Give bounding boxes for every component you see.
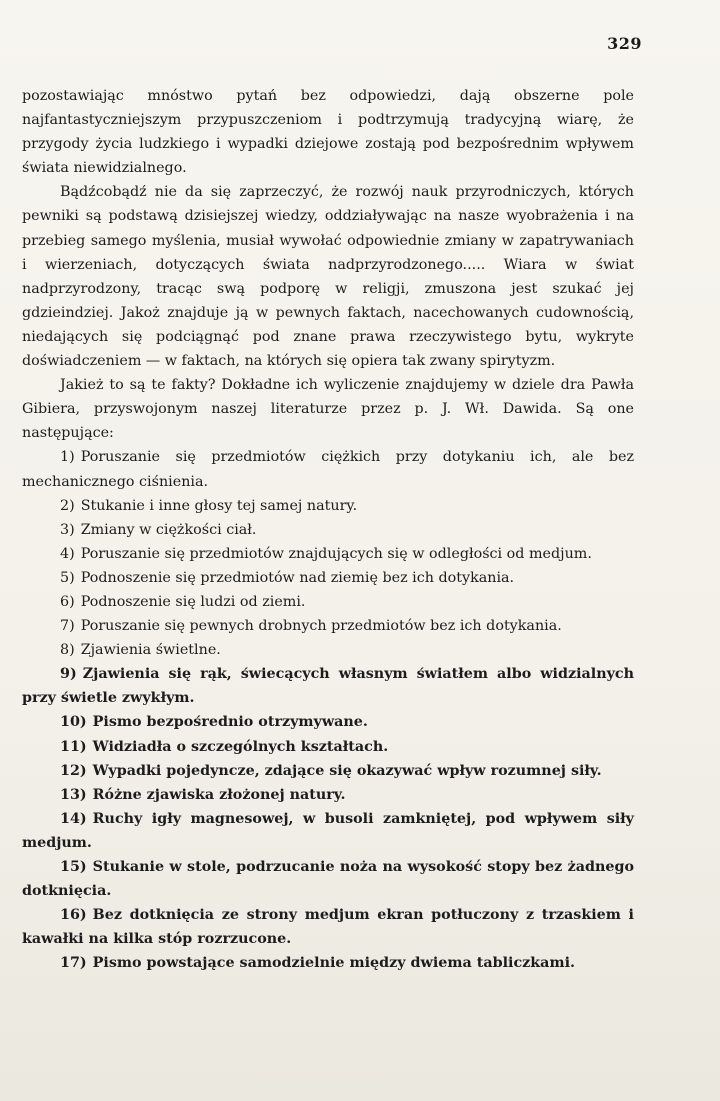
list-item [22, 542, 634, 566]
list-item [22, 759, 634, 783]
list-item-text: Wypadki pojedyncze, zdające się okazywać wpływ rozumnej siły. [92, 762, 602, 779]
list-item-text: Widziadła o szczególnych kształtach. [92, 738, 389, 755]
list-item-text: Zmiany w ciężkości ciał. [80, 521, 257, 538]
page-number: 329 [607, 34, 642, 53]
list-item [22, 783, 634, 807]
list-item [22, 710, 634, 734]
list-item-number: 5) [60, 569, 75, 586]
list-item-text: Pismo bezpośrednio otrzymywane. [92, 714, 368, 731]
list-item [22, 566, 634, 590]
list-item-text: Podnoszenie się ludzi od ziemi. [80, 593, 306, 610]
paragraph: pozostawiając mnóstwo pytań bez odpowiedzi, dają obszerne pole najfantastyczniejszym przypuszczeniom i podtrzymują tradycyjną wiarę, że przygody życia ludzkiego i wypadki dziejowe zostają pod bezpośrednim wpływem świata niewidzialnego. [22, 88, 634, 177]
facts-list [22, 445, 634, 975]
list-item [22, 638, 634, 662]
list-item-number: 1) [60, 449, 75, 466]
list-item-text: Zjawienia się rąk, świecących własnym światłem albo widzialnych przy świetle zwykłym. [22, 666, 634, 707]
list-item-text: Ruchy igły magnesowej, w busoli zamkniętej, pod wpływem siły medjum. [22, 810, 634, 851]
list-item-text: Pismo powstające samodzielnie między dwiema tabliczkami. [92, 955, 575, 972]
paragraph: Jakież to są te fakty? Dokładne ich wyliczenie znajdujemy w dziele dra Pawła Gibiera, przyswojonym naszej literaturze przez p. J. Wł. Dawida. Są one następujące: [22, 377, 634, 442]
list-item-number: 10) [60, 714, 87, 731]
list-item-number: 17) [60, 955, 87, 972]
list-item-text: Stukanie w stole, podrzucanie noża na wysokość stopy bez żadnego dotknięcia. [22, 859, 634, 900]
list-item [22, 855, 634, 903]
list-item [22, 445, 634, 493]
list-item [22, 518, 634, 542]
list-item-number: 12) [60, 762, 87, 779]
list-item-text: Poruszanie się przedmiotów ciężkich przy dotykaniu ich, ale bez mechanicznego ciśnienia. [22, 449, 634, 490]
list-item [22, 614, 634, 638]
list-item-text: Podnoszenie się przedmiotów nad ziemię bez ich dotykania. [80, 569, 515, 586]
list-item [22, 494, 634, 518]
list-item-number: 7) [60, 618, 75, 635]
list-item [22, 735, 634, 759]
list-item-number: 6) [60, 593, 75, 610]
list-item-number: 2) [60, 497, 75, 514]
list-item-number: 16) [60, 907, 87, 924]
list-item [22, 662, 634, 710]
list-item [22, 903, 634, 951]
list-item [22, 590, 634, 614]
list-item-number: 9) [60, 666, 77, 683]
list-item-number: 11) [60, 738, 87, 755]
paragraph: Bądźcobądź nie da się zaprzeczyć, że rozwój nauk przyrodniczych, których pewniki są podstawą dzisiejszej wiedzy, oddziaływając na nasze wyobrażenia i na przebieg samego myślenia, musiał wywołać odpowiednie zmiany w zapatrywaniach i wierzeniach, dotyczących świata nadprzyrodzonego..... Wiara w świat nadprzyrodzony, tracąc swą podporę w religji, zmuszona jest szukać jej gdzieindziej. Jakoż znajduje ją w pewnych faktach, nacechowanych cudownością, niedających się podciągnąć pod znane prawa rzeczywistego bytu, wykryte doświadczeniem — w faktach, na których się opiera tak zwany spirytyzm. [22, 184, 634, 370]
list-item-text: Poruszanie się pewnych drobnych przedmiotów bez ich dotykania. [80, 618, 562, 635]
list-item-text: Różne zjawiska złożonej natury. [92, 786, 346, 803]
list-item-text: Zjawienia świetlne. [80, 642, 221, 659]
list-item-number: 4) [60, 545, 75, 562]
list-item-text: Stukanie i inne głosy tej samej natury. [80, 497, 358, 514]
list-item-number: 14) [60, 810, 87, 827]
list-item-text: Poruszanie się przedmiotów znajdujących się w odległości od medjum. [80, 545, 592, 562]
list-item-text: Bez dotknięcia ze strony medjum ekran potłuczony z trzaskiem i kawałki na kilka stóp rozrzucone. [22, 907, 634, 948]
list-item-number: 3) [60, 521, 75, 538]
list-item [22, 951, 634, 975]
list-item-number: 13) [60, 786, 87, 803]
list-item [22, 807, 634, 855]
list-item-number: 15) [60, 859, 87, 875]
list-item-number: 8) [60, 642, 75, 659]
page-text [22, 84, 634, 975]
